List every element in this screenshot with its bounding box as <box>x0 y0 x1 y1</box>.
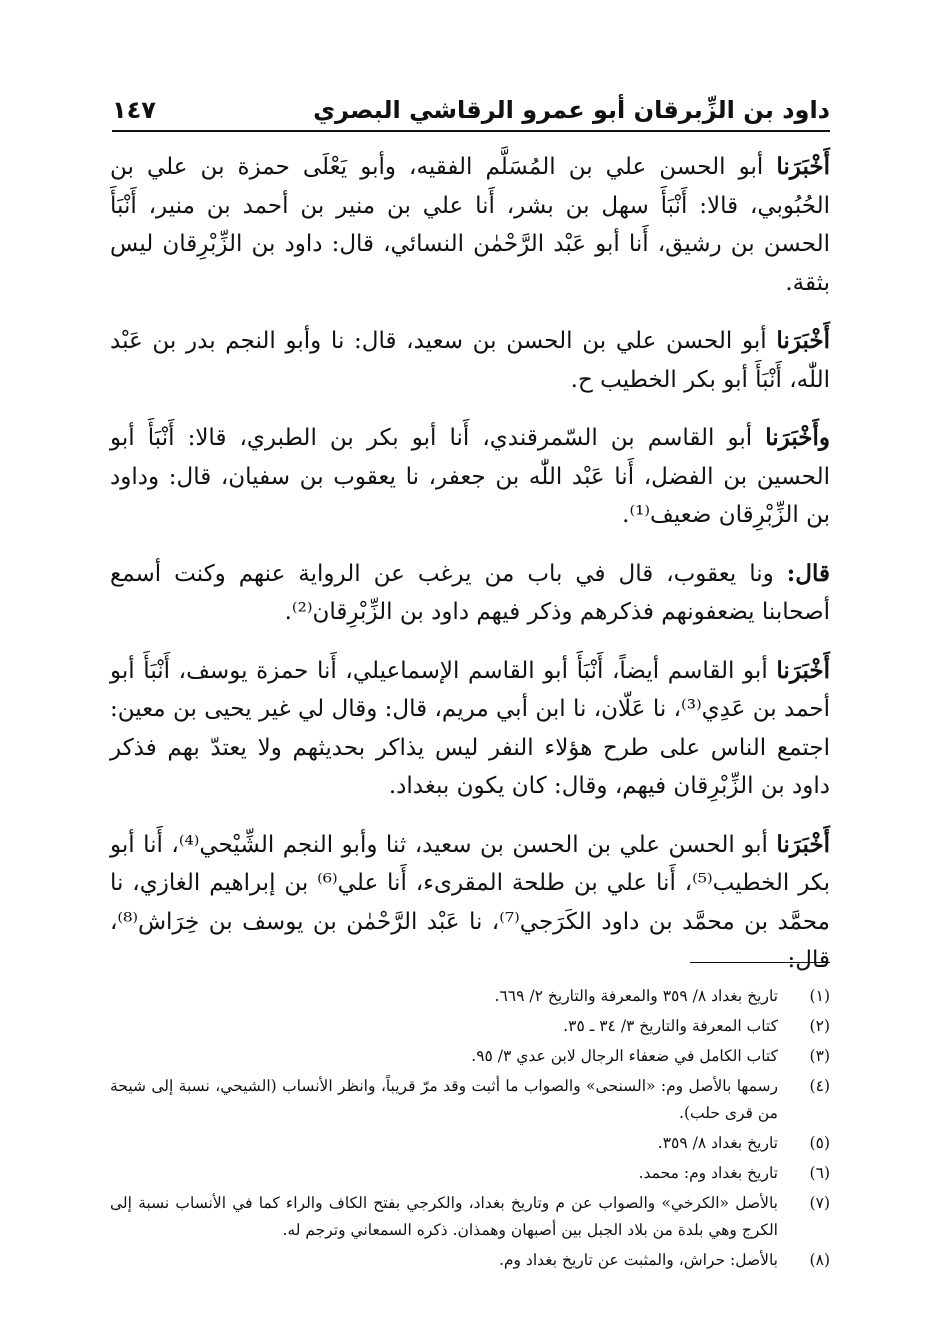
footnote-text: تاريخ بغداد وم: محمد. <box>638 1164 778 1182</box>
paragraph <box>110 652 830 806</box>
footnote-separator <box>690 962 830 963</box>
paragraph-lead: أَخْبَرَنا <box>776 830 830 858</box>
footnote <box>110 1073 830 1127</box>
main-text <box>110 148 830 1000</box>
footnote-text: تاريخ بغداد ٨/ ٣٥٩. <box>657 1134 778 1152</box>
footnote-text: تاريخ بغداد ٨/ ٣٥٩ والمعرفة والتاريخ ٢/ ٦٦٩. <box>494 987 778 1005</box>
footnote-number: (٤) <box>809 1077 830 1095</box>
footnote-number: (٨) <box>809 1251 830 1269</box>
paragraph-lead: أَخْبَرَنا <box>776 327 830 354</box>
footnotes <box>110 983 830 1277</box>
paragraph-text: ونا يعقوب، قال في باب من يرغب عن الرواية عنهم وكنت أسمع أصحابنا يضعفونهم فذكرهم وذكر فيهم داود بن الزِّبْرِقان⁽²⁾. <box>110 560 830 625</box>
paragraph <box>110 419 830 535</box>
header-rule <box>112 130 830 132</box>
footnote-text: رسمها بالأصل وم: «السنحى» والصواب ما أثبت وقد مرّ قريباً، وانظر الأنساب (الشيحي، نسبة إلى شيحة من قرى حلب). <box>110 1077 778 1122</box>
footnote-number: (٣) <box>809 1047 830 1065</box>
footnote <box>110 1013 830 1040</box>
paragraph <box>110 826 830 980</box>
paragraph-lead: أَخْبَرَنا <box>776 656 830 684</box>
paragraph <box>110 148 830 302</box>
footnote-number: (٥) <box>809 1134 830 1152</box>
footnote-text: بالأصل «الكرخي» والصواب عن م وتاريخ بغداد، والكرجي بفتح الكاف والراء كما في الأنساب نسبة إلى الكرج وهي بلدة من بلاد الجبل بين أصبهان وهمذان. ذكره السمعاني وترجم له. <box>110 1194 778 1239</box>
paragraph-text: أبو الحسن علي بن المُسَلَّم الفقيه، وأبو يَعْلَى حمزة بن علي بن الحُبُوبي، قالا: أَنْبَأَ سهل بن بشر، أَنا علي بن منير بن أحمد بن منير، أَنْبَأَ الحسن بن رشيق، أَنا أبو عَبْد الرَّحْمٰن النسائي، قال: داود بن الزِّبْرِقان ليس بثقة. <box>110 154 830 296</box>
header-title: داود بن الزِّبرقان أبو عمرو الرقاشي البصري <box>313 96 830 124</box>
footnote-number: (٦) <box>809 1164 830 1182</box>
footnote <box>110 1160 830 1187</box>
page-number: ١٤٧ <box>112 96 156 124</box>
paragraph-lead: وأَخْبَرَنا <box>765 424 830 451</box>
footnote-number: (٢) <box>809 1017 830 1035</box>
footnote-number: (١) <box>809 987 830 1005</box>
footnote <box>110 1247 830 1274</box>
paragraph-text: أبو الحسن علي بن الحسن بن سعيد، ثنا وأبو النجم الشِّيْحي⁽⁴⁾، أَنا أبو بكر الخطيب⁽⁵⁾، أَنا علي بن طلحة المقرىء، أَنا علي⁽⁶⁾ بن إبراهيم الغازي، نا محمَّد بن محمَّد بن داود الكَرَجي⁽⁷⁾، نا عَبْد الرَّحْمٰن بن يوسف بن خِرَاش⁽⁸⁾، قال: <box>110 831 830 973</box>
footnote <box>110 1190 830 1244</box>
paragraph-text: أبو القاسم أيضاً، أَنْبَأَ أبو القاسم الإسماعيلي، أَنا حمزة يوسف، أَنْبَأَ أبو أحمد بن عَدِي⁽³⁾، نا عَلّان، نا ابن أبي مريم، قال: وقال لي غير يحيى بن معين: اجتمع الناس على طرح هؤلاء النفر ليس يذاكر بحديثهم ولا يعتدّ بهم فذكر داود بن الزِّبْرِقان فيهم، وقال: كان يكون ببغداد. <box>110 657 830 799</box>
running-header <box>112 90 830 130</box>
footnote <box>110 1130 830 1157</box>
paragraph <box>110 555 830 632</box>
paragraph-lead: أَخْبَرَنا <box>776 153 830 180</box>
paragraph <box>110 322 830 399</box>
footnote-text: كتاب المعرفة والتاريخ ٣/ ٣٤ ـ ٣٥. <box>563 1017 778 1035</box>
paragraph-text: أبو الحسن علي بن الحسن بن سعيد، قال: نا وأبو النجم بدر بن عَبْد اللّٰه، أَنْبَأَ أبو بكر الخطيب ح. <box>110 328 830 393</box>
footnote-text: بالأصل: حراش، والمثبت عن تاريخ بغداد وم. <box>498 1251 778 1269</box>
footnote <box>110 1043 830 1070</box>
footnote <box>110 983 830 1010</box>
paragraph-lead: قال: <box>786 559 830 587</box>
footnote-number: (٧) <box>809 1194 830 1212</box>
paragraph-text: أبو القاسم بن السّمرقندي، أَنا أبو بكر بن الطبري، قالا: أَنْبَأَ أبو الحسين بن الفضل، أَنا عَبْد اللّٰه بن جعفر، نا يعقوب بن سفيان، قال: وداود بن الزِّبْرِقان ضعيف⁽¹⁾. <box>110 425 830 528</box>
footnote-text: كتاب الكامل في ضعفاء الرجال لابن عدي ٣/ ٩٥. <box>471 1047 778 1065</box>
